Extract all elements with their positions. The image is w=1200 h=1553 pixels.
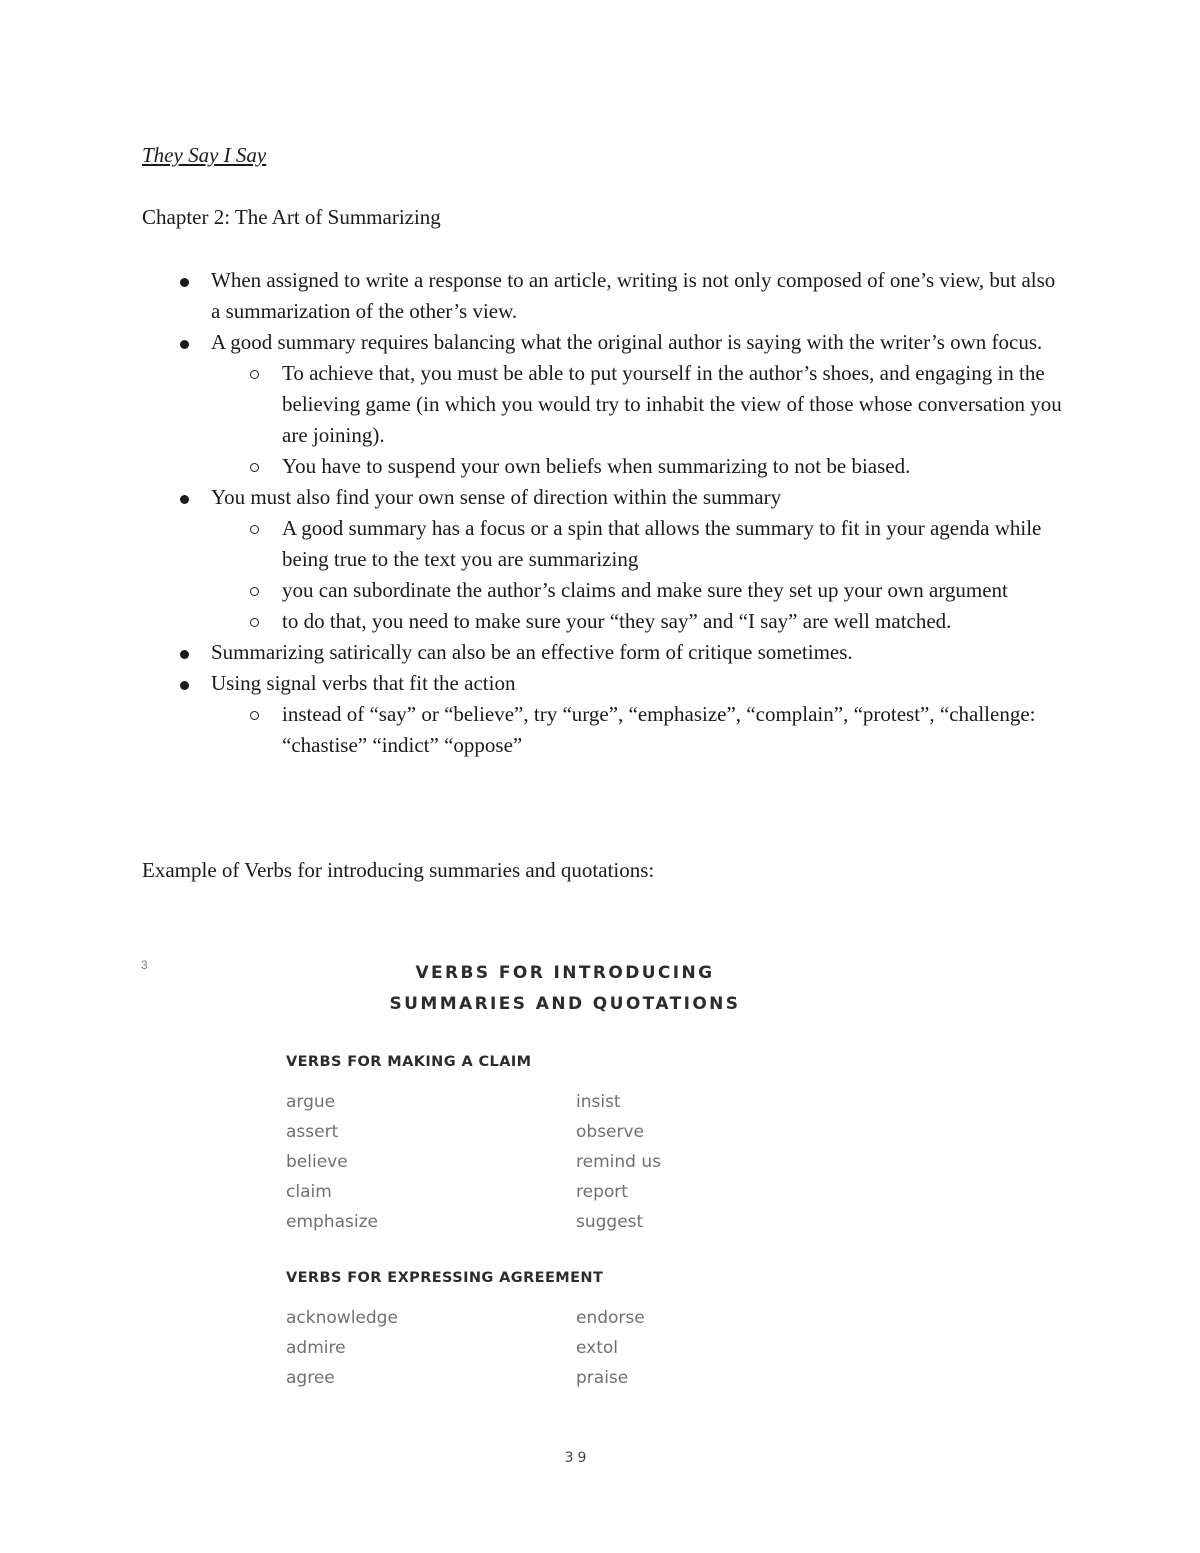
verb-item: remind us [576, 1152, 661, 1172]
verb-item: observe [576, 1122, 645, 1142]
verb-item: emphasize [286, 1212, 378, 1232]
notes-bullet-list [142, 265, 1062, 761]
figure-title-line: VERBS FOR INTRODUCING [415, 963, 715, 983]
footnote-marker: 3 [141, 958, 148, 972]
verb-item: believe [286, 1152, 348, 1172]
verb-item: assert [286, 1122, 339, 1142]
sub-bullet-item: To achieve that, you must be able to put yourself in the author’s shoes, and engaging in the believing game (in which you would try to inhabit the view of those whose conversation you are joining). [142, 358, 1062, 451]
verb-item: extol [576, 1338, 619, 1358]
verb-item: praise [576, 1368, 629, 1388]
section-heading: VERBS FOR MAKING A CLAIM [286, 1054, 532, 1070]
figure-title [330, 958, 800, 1020]
verb-item: argue [286, 1092, 336, 1112]
verb-item: acknowledge [286, 1308, 398, 1328]
verb-item: insist [576, 1092, 621, 1112]
verb-grid [286, 1303, 746, 1393]
verb-item: suggest [576, 1212, 644, 1232]
bullet-item: Using signal verbs that fit the action [142, 668, 1062, 699]
sub-bullet-item: You have to suspend your own beliefs when summarizing to not be biased. [142, 451, 1062, 482]
sub-bullet-item: instead of “say” or “believe”, try “urge”, “emphasize”, “complain”, “protest”, “challenge: “chastise” “indict” “oppose” [142, 699, 1062, 761]
bullet-item: You must also find your own sense of direction within the summary [142, 482, 1062, 513]
document-title: They Say I Say [142, 143, 267, 167]
verb-item: endorse [576, 1308, 645, 1328]
page-number: 39 [564, 1450, 591, 1466]
figure-title-line: SUMMARIES AND QUOTATIONS [389, 994, 741, 1014]
bullet-item: A good summary requires balancing what the original author is saying with the writer’s own focus. [142, 327, 1062, 358]
bullet-item: When assigned to write a response to an article, writing is not only composed of one’s view, but also a summarization of the other’s view. [142, 265, 1062, 327]
bullet-item: Summarizing satirically can also be an effective form of critique sometimes. [142, 637, 1062, 668]
verb-item: report [576, 1182, 628, 1202]
sub-bullet-item: A good summary has a focus or a spin that allows the summary to fit in your agenda while being true to the text you are summarizing [142, 513, 1062, 575]
verb-grid [286, 1087, 746, 1237]
sub-bullet-item: to do that, you need to make sure your “they say” and “I say” are well matched. [142, 606, 1062, 637]
verb-item: agree [286, 1368, 335, 1388]
verbs-claim-section [286, 1051, 746, 1237]
example-label: Example of Verbs for introducing summaries and quotations: [142, 858, 655, 882]
section-heading: VERBS FOR EXPRESSING AGREEMENT [286, 1270, 604, 1286]
verb-item: claim [286, 1182, 332, 1202]
chapter-heading: Chapter 2: The Art of Summarizing [142, 205, 441, 229]
verb-item: admire [286, 1338, 346, 1358]
sub-bullet-item: you can subordinate the author’s claims and make sure they set up your own argument [142, 575, 1062, 606]
verbs-agreement-section [286, 1267, 746, 1393]
